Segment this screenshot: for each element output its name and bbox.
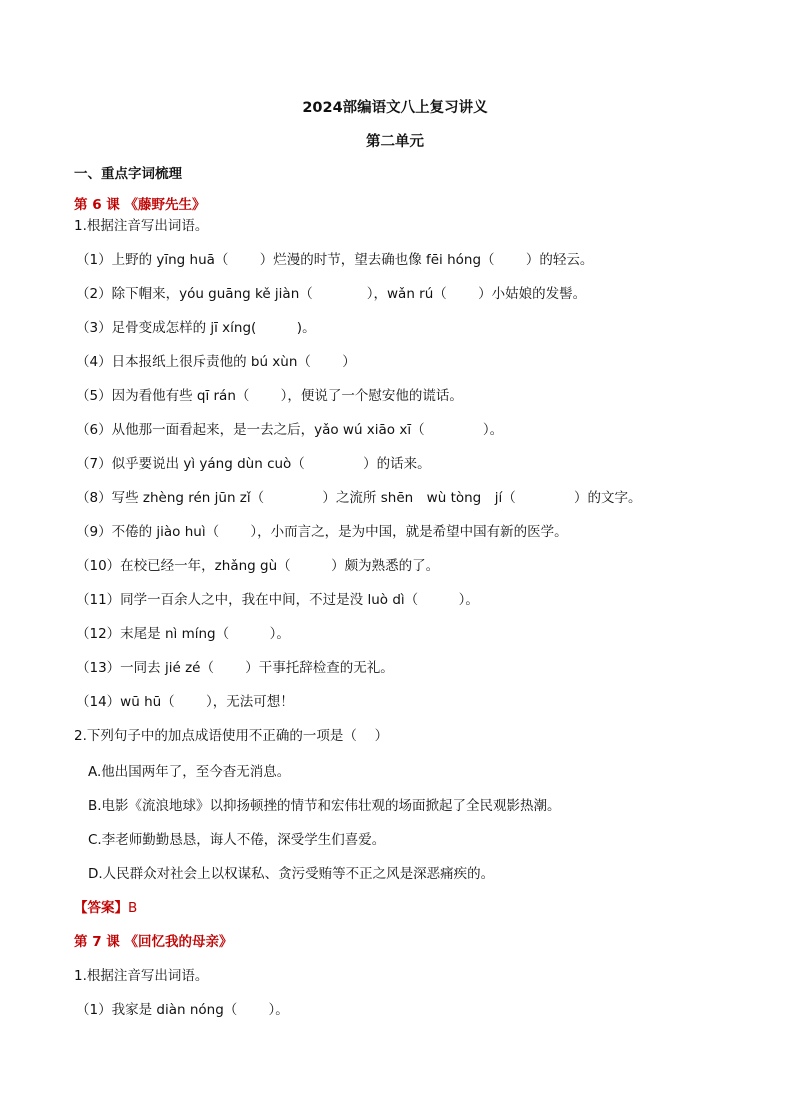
- question-item: （9）不倦的 jiào huì（ ），小而言之，是为中国，就是希望中国有新的医学。: [76, 524, 568, 540]
- option-b: B.电影《流浪地球》以抑扬顿挫的情节和宏伟壮观的场面掀起了全民观影热潮。: [88, 798, 561, 814]
- section-heading: 一、重点字词梳理: [74, 166, 182, 182]
- option-c: C.李老师勤勤恳恳，诲人不倦，深受学生们喜爱。: [88, 832, 386, 848]
- question-item: （8）写些 zhèng rén jūn zǐ（ ）之流所 shēn wù tòng jí（ ）的文字。: [76, 490, 642, 506]
- question-item: （5）因为看他有些 qī rán（ ），便说了一个慰安他的谎话。: [76, 388, 463, 404]
- question-item: （11）同学一百余人之中，我在中间，不过是没 luò dì（ ）。: [76, 592, 479, 608]
- question-item: （6）从他那一面看起来，是一去之后，yǎo wú xiāo xī（ ）。: [76, 422, 504, 438]
- question-item: （1）上野的 yīng huā（ ）烂漫的时节，望去确也像 fēi hóng（ ）的轻云。: [76, 252, 594, 268]
- document-title: 2024部编语文八上复习讲义: [302, 100, 488, 116]
- question-item: （12）末尾是 nì míng（ ）。: [76, 626, 290, 642]
- unit-title: 第二单元: [366, 134, 424, 150]
- option-d: D.人民群众对社会上以权谋私、贪污受贿等不正之风是深恶痛疾的。: [88, 866, 495, 882]
- question-item: （10）在校已经一年，zhǎng gù（ ）颇为熟悉的了。: [76, 558, 440, 574]
- answer-value: B: [128, 900, 138, 916]
- answer-label: 【答案】: [74, 900, 128, 916]
- lesson-7-heading: 第 7 课 《回忆我的母亲》: [74, 934, 233, 950]
- lesson-7-task-1: 1.根据注音写出词语。: [74, 968, 209, 984]
- question-item: （4）日本报纸上很斥责他的 bú xùn（ ）: [76, 354, 356, 370]
- option-a: A.他出国两年了，至今杳无消息。: [88, 764, 291, 780]
- question-item: （7）似乎要说出 yì yáng dùn cuò（ ）的话来。: [76, 456, 431, 472]
- question-item: （13）一同去 jié zé（ ）干事托辞检查的无礼。: [76, 660, 394, 676]
- lesson-6-task-1: 1.根据注音写出词语。: [74, 218, 209, 234]
- question-item: （3）足骨变成怎样的 jī xíng( )。: [76, 320, 316, 336]
- question-item: （2）除下帽来，yóu guāng kě jiàn（ ），wǎn rú（ ）小姑娘的发髻。: [76, 286, 587, 302]
- lesson-6-task-2: 2.下列句子中的加点成语使用不正确的一项是（ ）: [74, 728, 389, 744]
- question-item: （14）wū hū（ ），无法可想！: [76, 694, 294, 710]
- answer-line: [74, 899, 137, 917]
- lesson-6-heading: 第 6 课 《藤野先生》: [74, 197, 206, 213]
- question-item: （1）我家是 diàn nóng（ ）。: [76, 1002, 289, 1018]
